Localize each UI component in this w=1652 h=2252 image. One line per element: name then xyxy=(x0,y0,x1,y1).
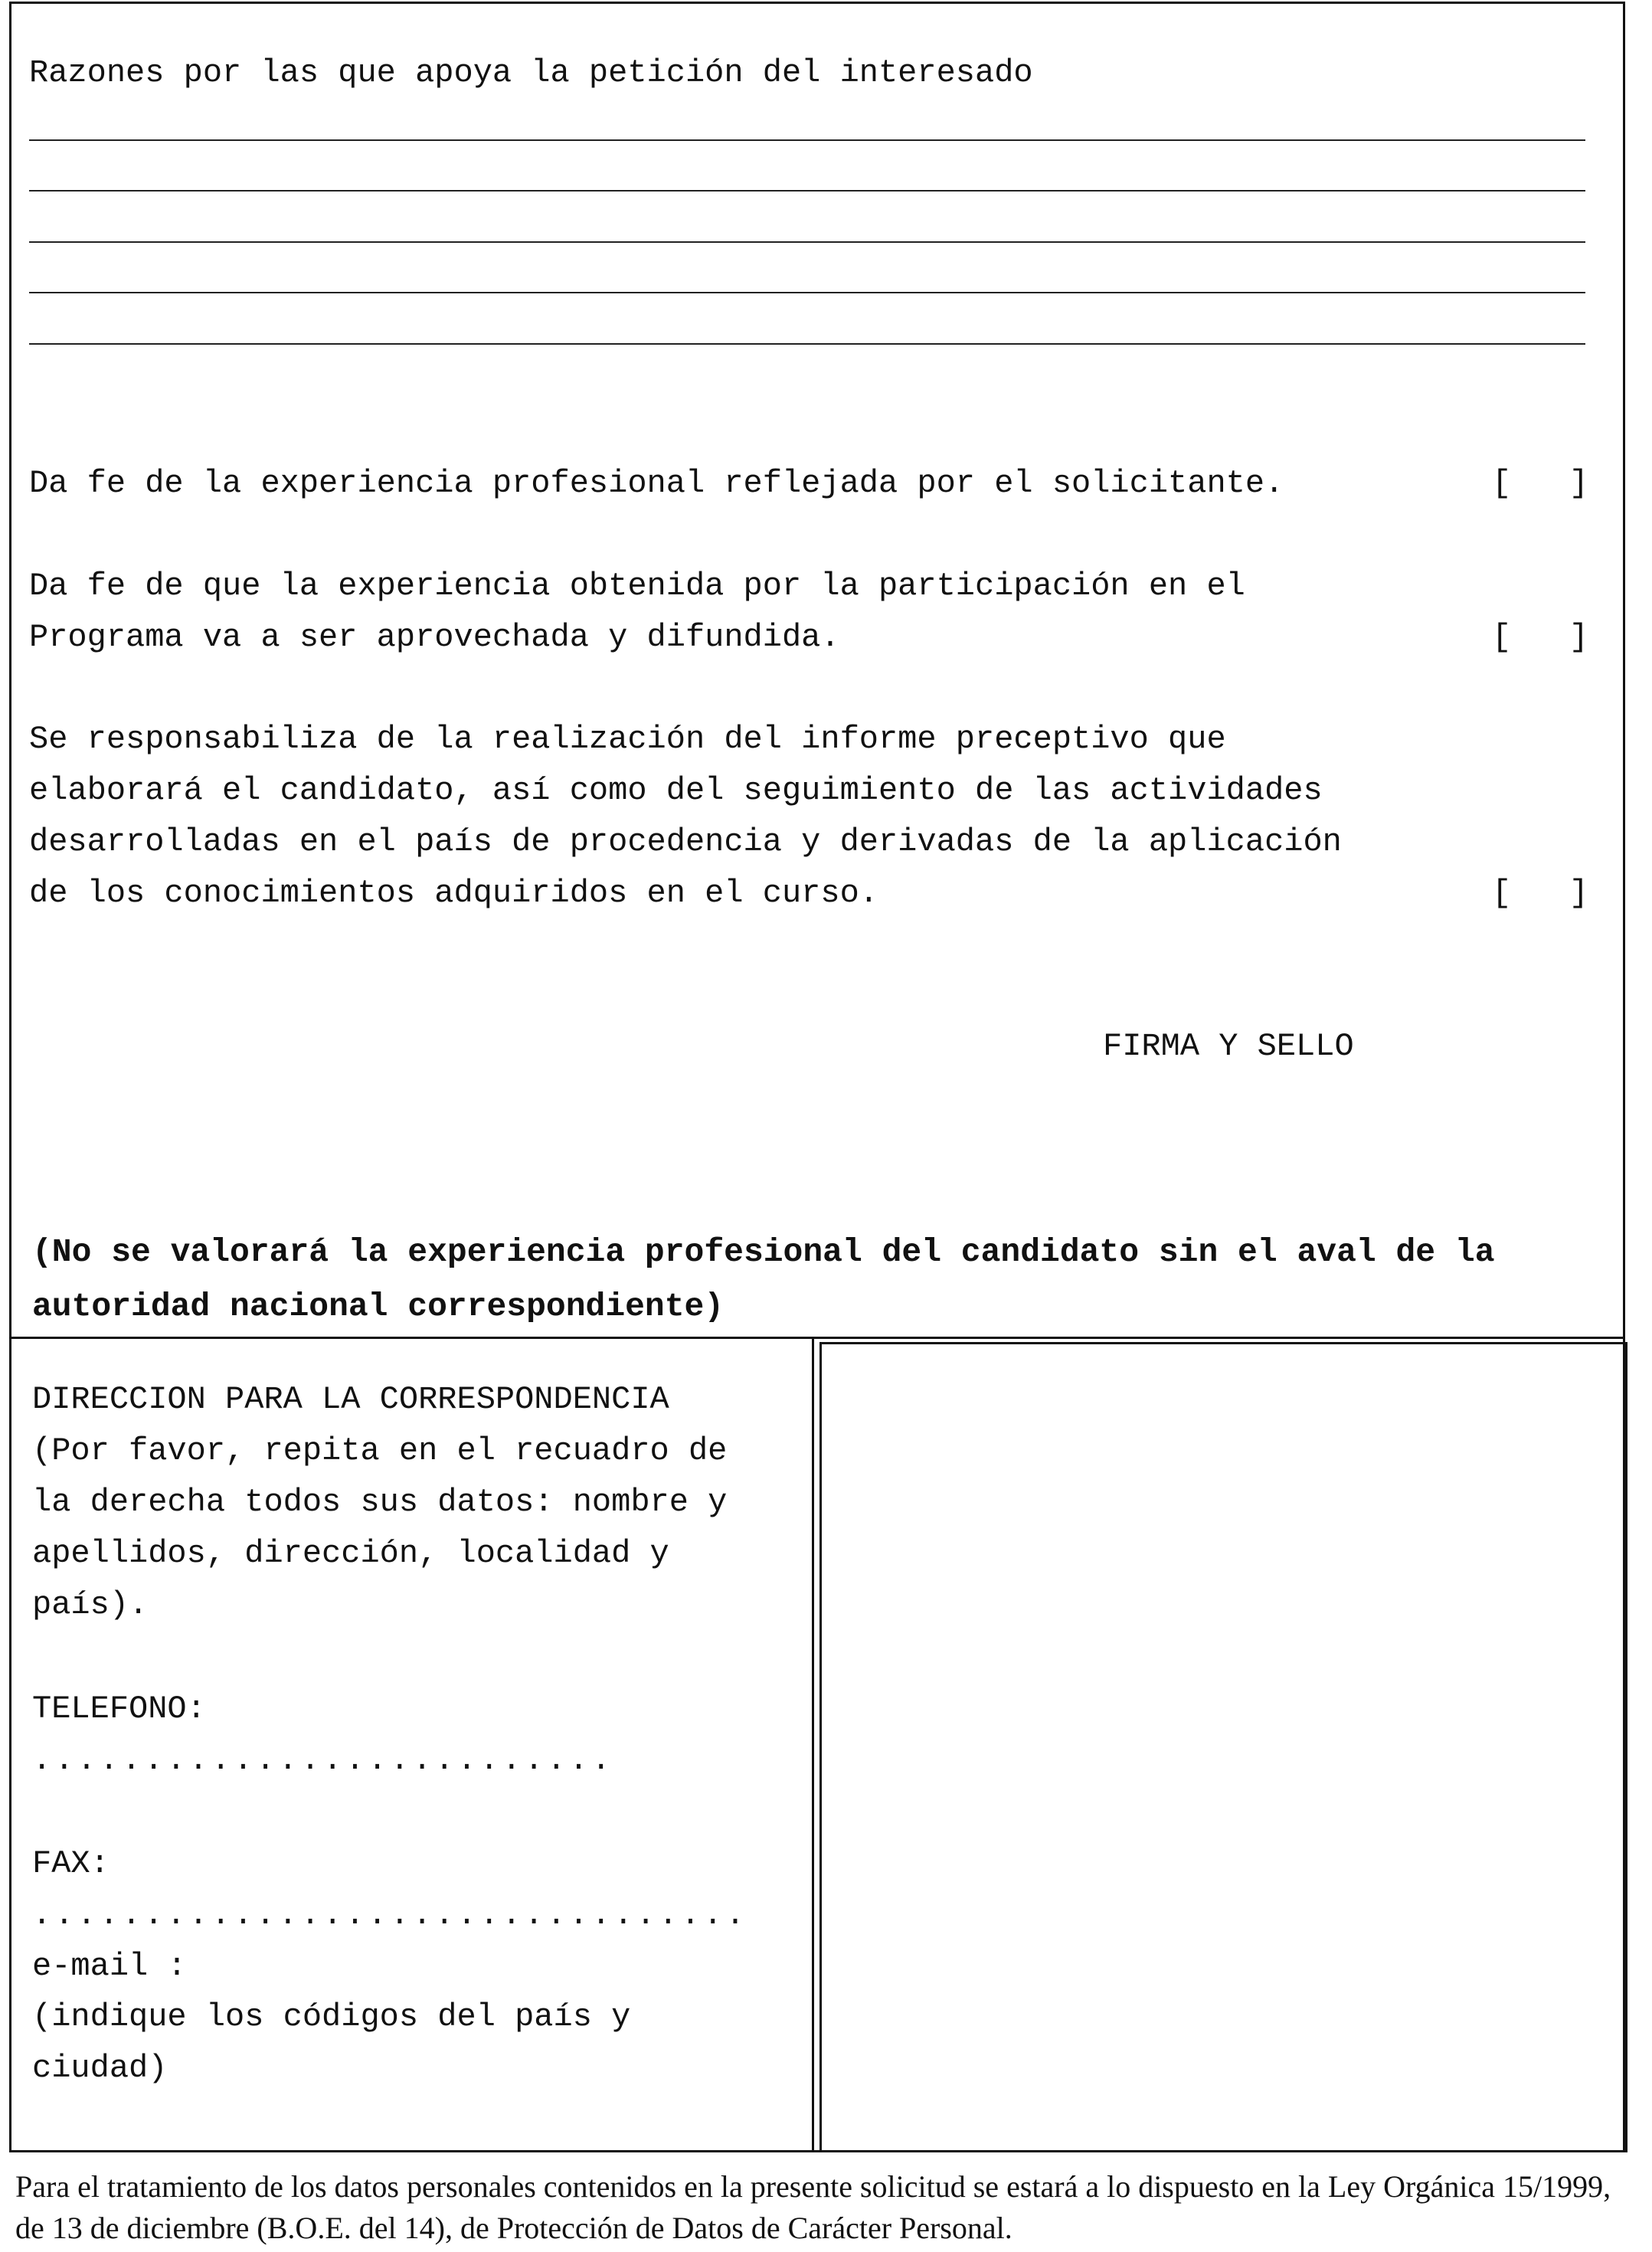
signature-label: FIRMA Y SELLO xyxy=(1103,1028,1354,1065)
note-line-2: autoridad nacional correspondiente) xyxy=(32,1288,725,1325)
correspondence-line-3: la derecha todos sus datos: nombre y xyxy=(32,1484,728,1520)
reasons-line-3[interactable] xyxy=(29,241,1585,243)
attestation-2-text-line-1: Da fe de que la experiencia obtenida por la participación en el xyxy=(29,568,1245,604)
reasons-line-1[interactable] xyxy=(29,139,1585,141)
email-label: e-mail : xyxy=(32,1948,187,1985)
attestation-3-checkbox[interactable]: [ ] xyxy=(1492,875,1589,912)
reasons-line-2[interactable] xyxy=(29,190,1585,191)
reasons-line-4[interactable] xyxy=(29,292,1585,293)
reasons-line-5[interactable] xyxy=(29,343,1585,345)
attestation-2-text-line-2: Programa va a ser aprovechada y difundida. xyxy=(29,619,840,656)
data-protection-footer: Para el tratamiento de los datos personales contenidos en la presente solicitud se estará a lo dispuesto en la Ley Orgánica 15/1999, de 13 de diciembre (B.O.E. del 14), de Protección de Datos de Carácter Personal. xyxy=(15,2169,1611,2245)
attestation-3-text-line-2: elaborará el candidato, así como del seguimiento de las actividades xyxy=(29,772,1323,809)
correspondence-heading: DIRECCION PARA LA CORRESPONDENCIA xyxy=(32,1381,669,1418)
correspondence-line-2: (Por favor, repita en el recuadro de xyxy=(32,1432,728,1469)
correspondence-line-4: apellidos, dirección, localidad y xyxy=(32,1535,669,1572)
phone-field[interactable]: .......................... xyxy=(32,1742,614,1779)
attestation-3-text-line-3: desarrolladas en el país de procedencia y derivadas de la aplicación xyxy=(29,823,1342,860)
codes-line-2: ciudad) xyxy=(32,2050,168,2087)
attestation-3-text-line-4: de los conocimientos adquiridos en el curso. xyxy=(29,875,878,912)
codes-line-1: (indique los códigos del país y xyxy=(32,1998,631,2035)
phone-label: TELEFONO: xyxy=(32,1691,206,1727)
attestation-2-checkbox[interactable]: [ ] xyxy=(1492,619,1589,656)
fax-field[interactable]: ................................ xyxy=(32,1897,748,1933)
correspondence-line-5: país). xyxy=(32,1586,149,1623)
section-divider xyxy=(9,1337,1625,1339)
attestation-3-text-line-1: Se responsabiliza de la realización del informe preceptivo que xyxy=(29,721,1226,758)
attestation-1-checkbox[interactable]: [ ] xyxy=(1492,465,1589,502)
reasons-label: Razones por las que apoya la petición del interesado xyxy=(29,54,1033,91)
address-box[interactable] xyxy=(819,1342,1627,2152)
column-divider xyxy=(812,1337,814,2152)
fax-label: FAX: xyxy=(32,1845,110,1882)
attestation-1-text: Da fe de la experiencia profesional reflejada por el solicitante. xyxy=(29,465,1284,502)
note-line-1: (No se valorará la experiencia profesional del candidato sin el aval de la xyxy=(32,1233,1495,1271)
